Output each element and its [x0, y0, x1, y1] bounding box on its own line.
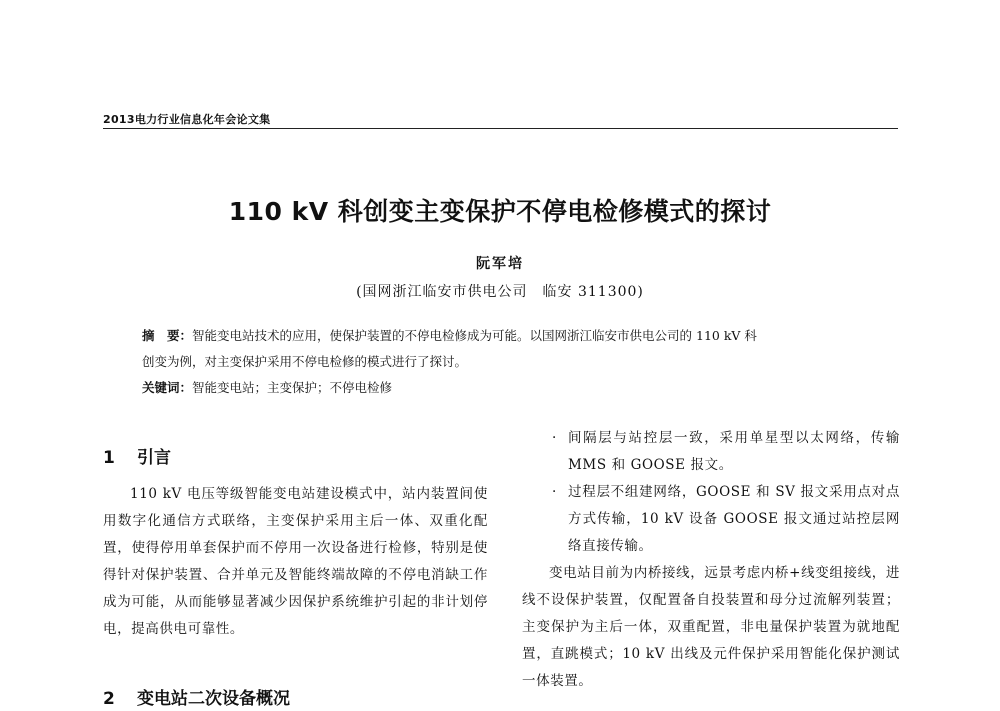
header-rule: [103, 128, 898, 129]
abstract-block: [142, 323, 862, 401]
section-1-title: 引言: [137, 448, 171, 468]
abstract-line-2: 创变为例，对主变保护采用不停电检修的模式进行了探讨。: [142, 354, 468, 369]
keywords-label: 关键词：: [142, 380, 193, 395]
bullet-item-1: · 间隔层与站控层一致，采用单星型以太网络，传输 MMS 和 GOOSE 报文。: [550, 425, 900, 479]
affiliation: (国网浙江临安市供电公司 临安 311300): [356, 284, 644, 300]
section-2-number: 2: [103, 689, 115, 709]
section-1-number: 1: [103, 448, 115, 468]
intro-paragraph: 110 kV 电压等级智能变电站建设模式中，站内装置间使用数字化通信方式联络，主变保护采用主后一体、双重化配置，使得停用单套保护而不停用一次设备进行检修，特别是使得针对保护装置、合并单元及智能终端故障的不停电消缺工作成为可能，从而能够显著减少因保护系统维护引起的非计划停电，提高供电可靠性。: [103, 486, 488, 637]
left-column-text: [103, 481, 488, 643]
network-bullet-list: [522, 425, 900, 560]
keywords-line: [142, 375, 862, 401]
abstract-label: 摘 要：: [142, 328, 193, 343]
bullet-item-2: · 过程层不组建网络，GOOSE 和 SV 报文采用点对点方式传输，10 kV 设备 GOOSE 报文通过站控层网络直接传输。: [550, 479, 900, 560]
author-name: 阮军培: [476, 256, 524, 272]
paper-title: 110 kV 科创变主变保护不停电检修模式的探讨: [228, 197, 772, 226]
section-2-title: 变电站二次设备概况: [137, 689, 290, 709]
section-2-heading: [103, 684, 290, 709]
section-1-heading: [103, 443, 171, 468]
keywords-text: 智能变电站；主变保护；不停电检修: [192, 380, 393, 395]
running-head: 2013电力行业信息化年会论文集: [103, 113, 271, 126]
wiring-paragraph: 变电站目前为内桥接线，远景考虑内桥+线变组接线，进线不设保护装置，仅配置备自投装置和母分过流解列装置；主变保护为主后一体，双重配置，非电量保护装置为就地配置，直跳模式；10 kV 出线及元件保护采用智能化保护测试一体装置。: [522, 565, 900, 689]
abstract-text-1: 智能变电站技术的应用，使保护装置的不停电检修成为可能。以国网浙江临安市供电公司的 110 kV 科: [192, 328, 757, 343]
abstract-line-1: [142, 323, 862, 349]
right-column-text: [522, 425, 900, 695]
